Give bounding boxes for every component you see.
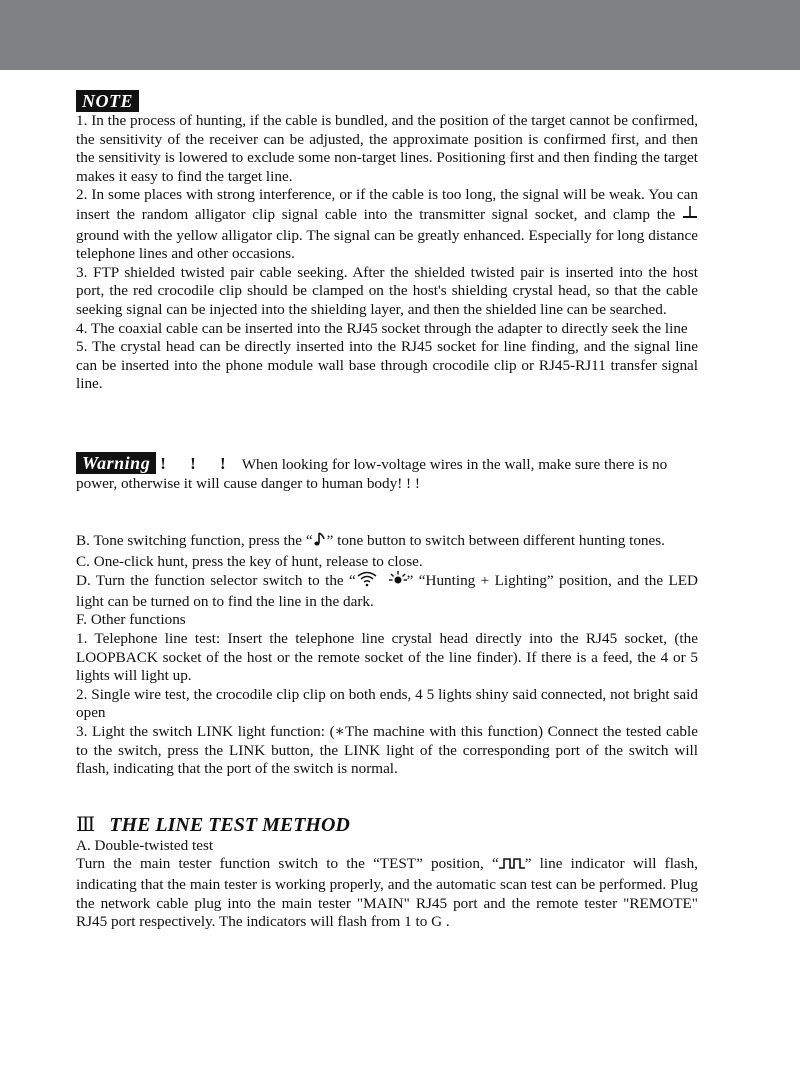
page-content xyxy=(76,90,698,932)
warning-text: When looking for low-voltage wires in the wall, make sure there is no power, otherwise it will cause danger to human body! ! ! xyxy=(76,455,668,492)
section-heading xyxy=(76,813,698,837)
note-item-2: 2. In some places with strong interference, or if the cable is too long, the signal will be weak. You can insert the random alligator clip signal cable into the transmitter signal socket, and clamp the ground with the yellow alligator clip. The signal can be greatly enhanced. Especially for long distance telephone lines and other occasions. xyxy=(76,186,698,263)
function-c: C. One-click hunt, press the key of hunt, release to close. xyxy=(76,552,423,570)
note-item-3: 3. FTP shielded twisted pair cable seeking. After the shielded twisted pair is inserted into the host port, the red crocodile clip should be clamped on the host's shielding crystal head, so that the cable seeking signal can be injected into the shielding layer, and then the shielded line can be searched. xyxy=(76,263,698,318)
note-item-4: 4. The coaxial cable can be inserted into the RJ45 socket through the adapter to directly seek the line xyxy=(76,319,688,337)
signal-icon xyxy=(356,571,378,593)
function-f2: 2. Single wire test, the crocodile clip clip on both ends, 4 5 lights shiny said connected, not bright said open xyxy=(76,685,698,722)
function-f3: 3. Light the switch LINK light function: (∗The machine with this function) Connect the tested cable to the switch, press the LINK button, the LINK light of the corresponding port of the switch will flash, indicating that the port of the switch is normal. xyxy=(76,723,698,778)
ground-symbol-icon xyxy=(682,205,698,227)
warning-marks: ! ! ! xyxy=(160,453,236,473)
light-icon xyxy=(389,571,407,593)
note-label: NOTE xyxy=(76,90,139,112)
header-bar xyxy=(0,0,800,70)
function-f1: 1. Telephone line test: Insert the telephone line crystal head directly into the RJ45 socket, (the LOOPBACK socket of the host or the remote socket of the line finder). If there is a feed, the 4 or 5 lights will light up. xyxy=(76,630,698,685)
music-note-icon xyxy=(313,531,327,553)
section-subheading: A. Double-twisted test xyxy=(76,836,214,854)
note-item-5: 5. The crystal head can be directly inserted into the RJ45 socket for line finding, and the signal line can be inserted into the phone module wall base through crocodile clip or RJ45-RJ11 transfer signal line. xyxy=(76,338,698,393)
section-title: THE LINE TEST METHOD xyxy=(109,813,350,836)
function-d: D. Turn the function selector switch to the “ ” “Hunting + Lighting” position, and the LED light can be turned on to find the line in the dark. xyxy=(76,572,698,610)
section-numeral: Ⅲ xyxy=(76,813,96,836)
warning-label: Warning xyxy=(76,452,156,474)
section-body: Turn the main tester function switch to the “TEST” position, “ ” line indicator will flash, indicating that the main tester is working properly, and the automatic scan test can be performed. Plug the network cable plug into the main tester "MAIN" RJ45 port and the remote tester "REMOTE" RJ45 port respectively. The indicators will flash from 1 to G . xyxy=(76,855,698,931)
function-f: F. Other functions xyxy=(76,611,186,629)
function-b: B. Tone switching function, press the “ ” tone button to switch between different hunting tones. xyxy=(76,531,698,553)
square-wave-icon xyxy=(499,856,525,876)
warning-block xyxy=(76,452,698,493)
note-item-1: 1. In the process of hunting, if the cable is bundled, and the position of the target cannot be confirmed, the sensitivity of the receiver can be adjusted, the approximate position is confirmed first, and then the sensitivity is lowered to exclude some non-target lines. Positioning first and then finding the target makes it easy to find the target line. xyxy=(76,112,698,185)
